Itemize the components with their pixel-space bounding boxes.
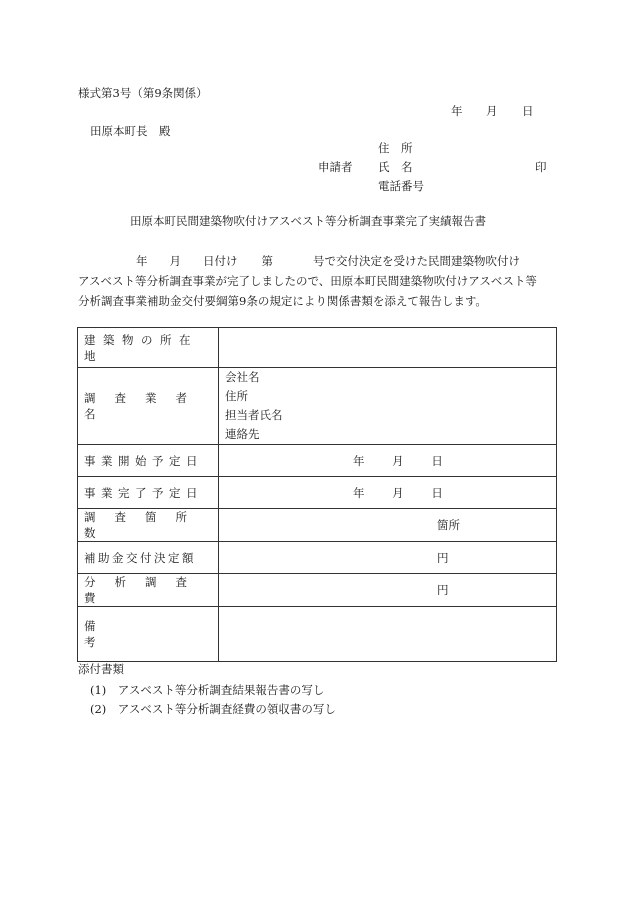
addressee: 田原本町長 殿: [90, 124, 171, 138]
end-date-label-cell: [78, 477, 219, 509]
location-label: 建築物の所在地: [84, 332, 198, 363]
applicant-role-label: 申請者: [318, 160, 353, 174]
cost-unit: 円: [437, 583, 449, 597]
table-row: [78, 607, 557, 662]
body-line-2: アスベスト等分析調査事業が完了しましたので、田原本町民間建築物吹付けアスベスト等: [78, 274, 537, 288]
report-table: [77, 327, 557, 662]
subsidy-unit: 円: [437, 550, 449, 565]
start-date-value-cell[interactable]: [219, 445, 557, 477]
surveyor-address-label: 住所: [225, 389, 248, 403]
document-title: 田原本町民間建築物吹付けアスベスト等分析調査事業完了実績報告書: [130, 214, 487, 228]
end-date-year: 年: [353, 485, 365, 500]
table-row: [78, 445, 557, 477]
table-row: [78, 542, 557, 574]
start-date-day: 日: [431, 453, 443, 468]
start-date-label-cell: [78, 445, 219, 477]
location-label-cell: [78, 328, 219, 368]
remarks-label: 備考: [84, 619, 187, 649]
table-row: [78, 368, 557, 445]
body-month: 月: [169, 254, 181, 268]
end-date-day: 日: [431, 485, 443, 500]
count-label-cell: [78, 509, 219, 542]
cost-label-cell: [78, 574, 219, 607]
table-row: [78, 477, 557, 509]
applicant-address-label: 住 所: [378, 141, 413, 155]
cost-label: 分析調査費: [84, 575, 206, 605]
subsidy-value-cell[interactable]: [219, 542, 557, 574]
body-line-1: [78, 251, 558, 271]
cost-value-cell[interactable]: [219, 574, 557, 607]
body-day-dated: 日付け: [203, 254, 238, 268]
seal-mark: 印: [535, 160, 547, 174]
surveyor-company-label: 会社名: [225, 370, 260, 384]
start-date-month: 月: [392, 453, 404, 468]
body-year: 年: [136, 254, 148, 268]
date-day-label: 日: [522, 104, 534, 118]
remarks-value-cell[interactable]: [219, 607, 557, 662]
body-number-prefix: 第: [261, 254, 273, 268]
remarks-label-cell: [78, 607, 219, 662]
subsidy-label-cell: [78, 542, 219, 574]
table-row: [78, 574, 557, 607]
date-month-label: 月: [486, 104, 498, 118]
table-row: [78, 328, 557, 368]
end-date-value-cell[interactable]: [219, 477, 557, 509]
attachment-item-1: (1) アスベスト等分析調査結果報告書の写し: [90, 683, 325, 697]
table-row: [78, 509, 557, 542]
surveyor-phone-label: 連絡先: [225, 427, 260, 441]
applicant-phone-label: 電話番号: [378, 179, 424, 193]
body-line-3: 分析調査事業補助金交付要綱第9条の規定により関係書類を添えて報告します。: [78, 294, 487, 308]
count-value-cell[interactable]: [219, 509, 557, 542]
surveyor-label: 調査業者名: [84, 391, 206, 421]
start-date-label: 事業開始予定日: [84, 453, 203, 468]
attachments-heading: 添付書類: [78, 662, 124, 676]
count-unit: 箇所: [437, 518, 460, 532]
applicant-name-label: 氏 名: [378, 160, 413, 174]
body-paragraph: [78, 251, 558, 311]
location-value-cell[interactable]: [219, 328, 557, 368]
date-year-label: 年: [451, 104, 463, 118]
surveyor-label-cell: [78, 368, 219, 445]
start-date-year: 年: [353, 453, 365, 468]
surveyor-contact-person-label: 担当者氏名: [225, 408, 283, 422]
form-number: 様式第3号（第9条関係）: [78, 86, 208, 100]
attachment-item-2: (2) アスベスト等分析調査経費の領収書の写し: [90, 702, 336, 716]
count-label: 調査箇所数: [84, 510, 206, 540]
subsidy-label: 補助金交付決定額: [84, 550, 196, 565]
end-date-month: 月: [392, 485, 404, 500]
end-date-label: 事業完了予定日: [84, 485, 203, 500]
surveyor-value-cell[interactable]: [219, 368, 557, 445]
body-line-1-rest: 号で交付決定を受けた民間建築物吹付け: [313, 254, 520, 268]
